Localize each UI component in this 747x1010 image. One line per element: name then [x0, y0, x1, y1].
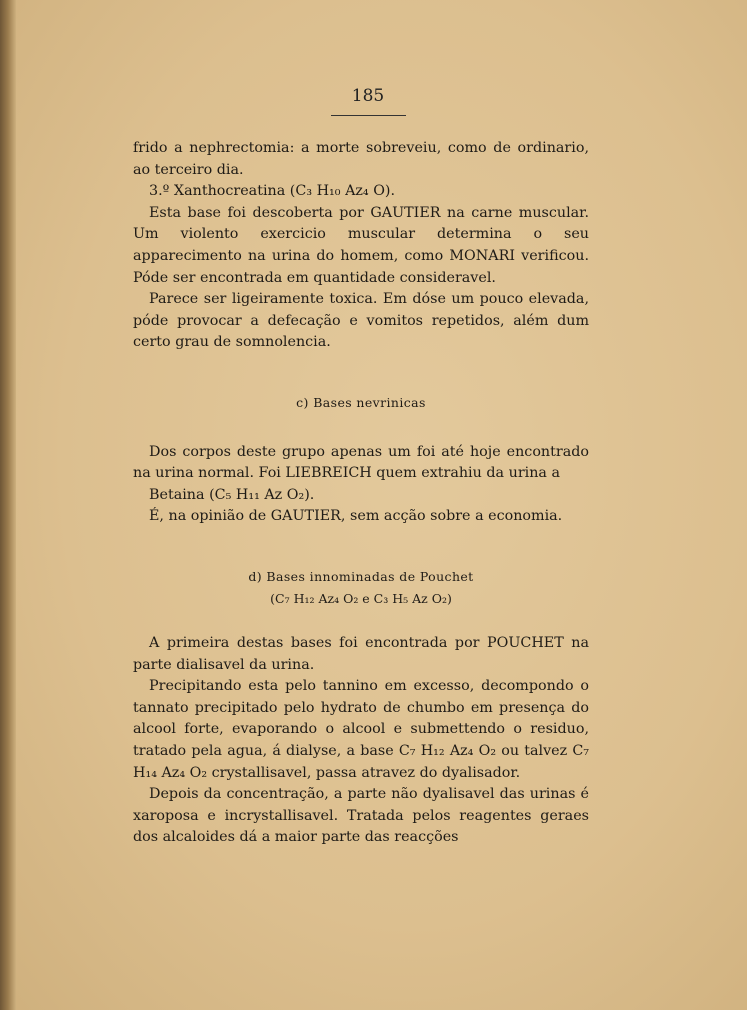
section-heading-c: c) Bases nevrinicas [296, 394, 426, 410]
paragraph: Esta base foi descoberta por GAUTIER na carne muscular. Um violento exercicio muscular determina o seu apparecimento na urina do homem, como MONARI verificou. Póde ser encontrada em quantidade consideravel. [133, 204, 589, 286]
spacer [133, 414, 589, 442]
header-rule [331, 115, 406, 116]
paragraph: É, na opinião de GAUTIER, sem acção sobre a economia. [149, 508, 563, 525]
spacer [133, 609, 589, 633]
paragraph: Precipitando esta pelo tannino em excesso, decompondo o tannato precipitado pelo hydrato de chumbo em presença do alcool forte, evaporando o alcool e submettendo o residuo, tratado pela agua, á dialyse, a base C₇ H₁₂ Az₄ O₂ ou talvez C₇ H₁₄ Az₄ O₂ crystallisavel, passa atravez do dyalisador. [133, 678, 589, 781]
paragraph: frido a nephrectomia: a morte sobreveiu, como de ordinario, ao terceiro dia. [133, 140, 589, 178]
section-heading-d: d) Bases innominadas de Pouchet [248, 568, 474, 584]
paragraph: A primeira destas bases foi encontrada por POUCHET na parte dialisavel da urina. [133, 635, 589, 673]
page-binding-edge [0, 0, 16, 1010]
spacer [133, 528, 589, 566]
paragraph: Dos corpos deste grupo apenas um foi até hoje encontrado na urina normal. Foi LIEBREICH quem extrahiu da urina a [133, 443, 589, 482]
body-text [133, 138, 589, 849]
paragraph-betaina: Betaina (C₅ H₁₁ Az O₂). [149, 486, 315, 503]
paragraph: Depois da concentração, a parte não dyalisavel das urinas é xaroposa e incrystallisavel. Tratada pelos reagentes geraes dos alcaloides dá a maior parte das reacções [133, 786, 589, 846]
page-number: 185 [351, 86, 385, 106]
spacer [133, 354, 589, 392]
paragraph: Parece ser ligeiramente toxica. Em dóse um pouco elevada, póde provocar a defecação e vomitos repetidos, além dum certo grau de somnolencia. [133, 291, 589, 351]
section-formula-d: (C₇ H₁₂ Az₄ O₂ e C₃ H₅ Az O₂) [270, 590, 452, 606]
paragraph-xanthocreatina-title: 3.º Xanthocreatina (C₃ H₁₀ Az₄ O). [149, 183, 396, 200]
